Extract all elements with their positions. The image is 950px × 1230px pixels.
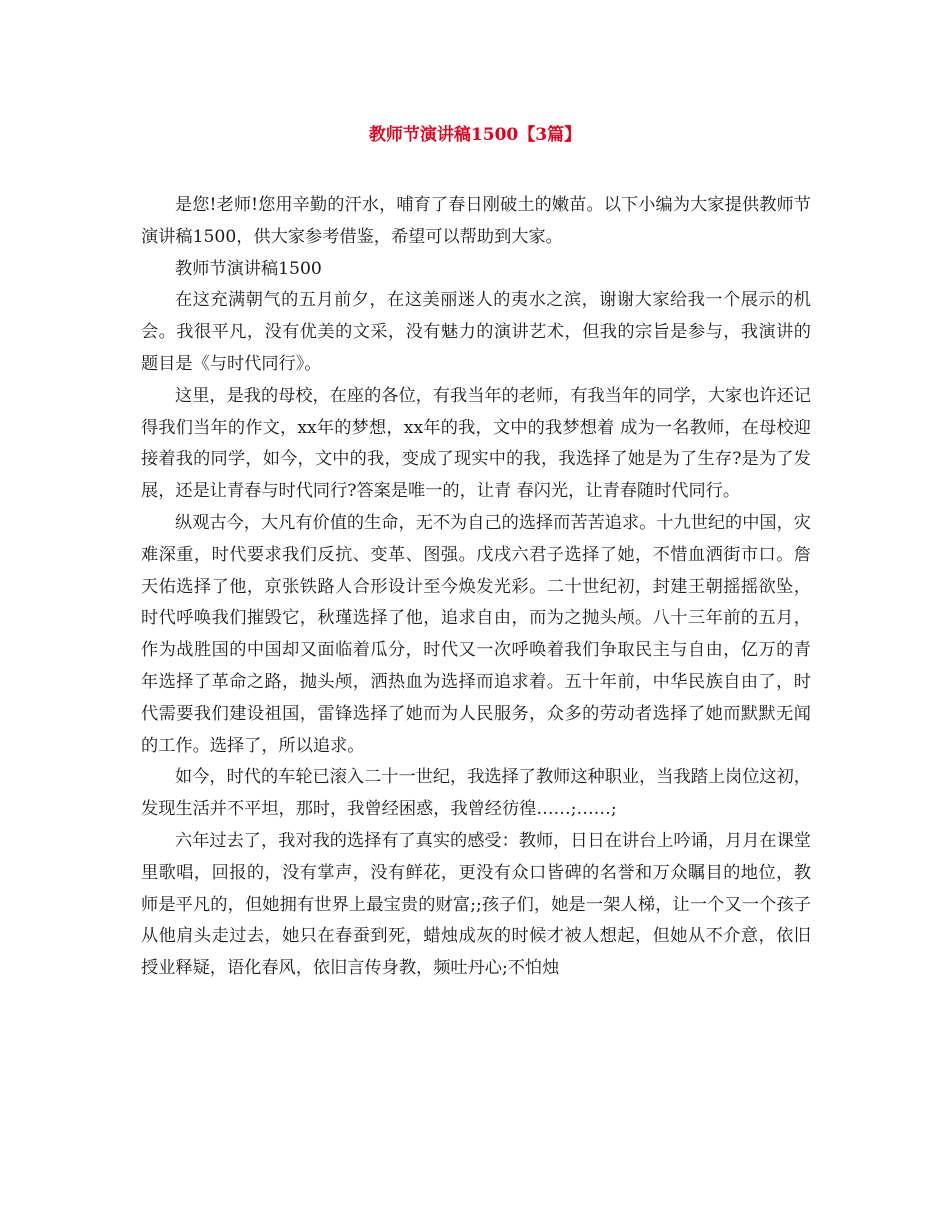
paragraph: 六年过去了，我对我的选择有了真实的感受：教师，日日在讲台上吟诵，月月在课堂里歌唱，回报的，没有掌声，没有鲜花，更没有众口皆碑的名誉和万众瞩目的地位，教师是平凡的，但她拥有世界上最宝贵的财富;;孩子们，她是一架人梯，让一个又一个孩子从他肩头走过去，她只在春蚕到死，蜡烛成灰的时候才被人想起，但她从不介意，依旧授业释疑，语化春风，依旧言传身教，频吐丹心;不怕烛 — [141, 830, 811, 979]
paragraph: 这里，是我的母校，在座的各位，有我当年的老师，有我当年的同学，大家也许还记得我们当年的作文，xx年的梦想，xx年的我，文中的我梦想着 成为一名教师，在母校迎接着我的同学，如今，文中的我，变成了现实中的我，我选择了她是为了生存?是为了发展，还是让青春与时代同行?答案是唯一的，让青 春闪光，让青春随时代同行。 — [141, 385, 811, 502]
paragraph: 如今，时代的车轮已滚入二十一世纪，我选择了教师这种职业，当我踏上岗位这初，发现生活并不平坦，那时，我曾经困惑，我曾经彷徨……;……; — [141, 767, 811, 820]
paragraph: 在这充满朝气的五月前夕，在这美丽迷人的夷水之滨，谢谢大家给我一个展示的机会。我很平凡，没有优美的文采，没有魅力的演讲艺术，但我的宗旨是参与，我演讲的题目是《与时代同行》。 — [141, 290, 811, 374]
paragraph-intro: 是您!老师!您用辛勤的汗水，哺育了春日刚破土的嫩苗。以下小编为大家提供教师节演讲稿1500，供大家参考借鉴，希望可以帮助到大家。 — [141, 195, 811, 247]
section-heading: 教师节演讲稿1500 — [175, 258, 322, 279]
document-title: 教师节演讲稿1500【3篇】 — [368, 125, 582, 145]
paragraph: 纵观古今，大凡有价值的生命，无不为自己的选择而苦苦追求。十九世纪的中国，灾难深重，时代要求我们反抗、变革、图强。戊戌六君子选择了她，不惜血洒街市口。詹天佑选择了他，京张铁路人合形设计至今焕发光彩。二十世纪初，封建王朝摇摇欲坠，时代呼唤我们摧毁它，秋瑾选择了他，追求自由，而为之抛头颅。八十三年前的五月，作为战胜国的中国却又面临着瓜分，时代又一次呼唤着我们争取民主与自由，亿万的青年选择了革命之路，抛头颅，洒热血为选择而追求着。五十年前，中华民族自由了，时代需要我们建设祖国，雷锋选择了她而为人民服务，众多的劳动者选择了她而默默无闻的工作。选择了，所以追求。 — [141, 512, 811, 756]
document-body — [141, 190, 811, 985]
